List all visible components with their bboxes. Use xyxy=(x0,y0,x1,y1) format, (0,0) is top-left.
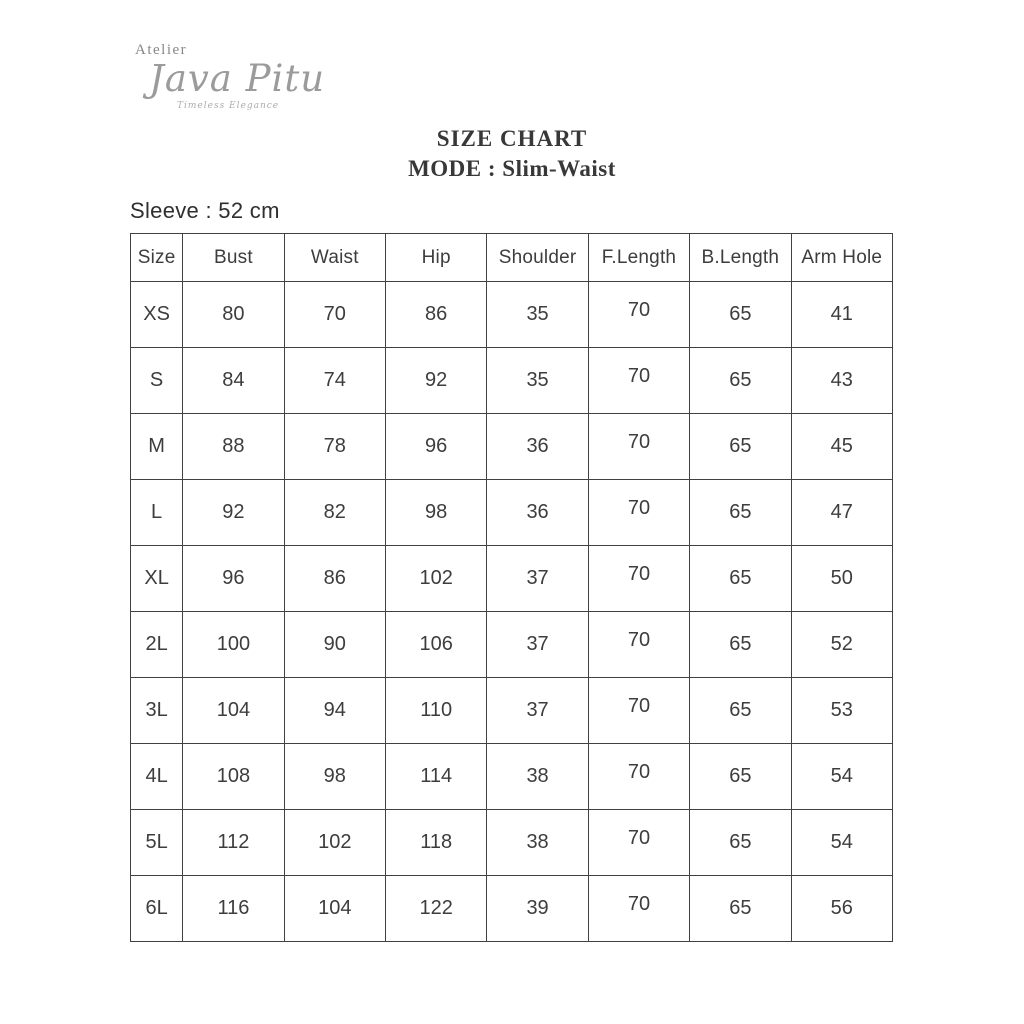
measurement-cell: 36 xyxy=(487,480,588,546)
measurement-cell: 70 xyxy=(588,678,689,744)
measurement-cell: 104 xyxy=(284,876,385,942)
size-label-cell: M xyxy=(131,414,183,480)
measurement-cell: 114 xyxy=(385,744,486,810)
measurement-cell: 38 xyxy=(487,810,588,876)
measurement-cell: 74 xyxy=(284,348,385,414)
measurement-cell: 84 xyxy=(183,348,284,414)
measurement-cell: 53 xyxy=(791,678,892,744)
measurement-cell: 96 xyxy=(183,546,284,612)
measurement-cell: 94 xyxy=(284,678,385,744)
measurement-cell: 78 xyxy=(284,414,385,480)
measurement-cell: 70 xyxy=(588,282,689,348)
measurement-cell: 65 xyxy=(690,414,791,480)
measurement-cell: 54 xyxy=(791,744,892,810)
measurement-cell: 65 xyxy=(690,282,791,348)
measurement-cell: 98 xyxy=(385,480,486,546)
measurement-cell: 90 xyxy=(284,612,385,678)
column-header: Bust xyxy=(183,234,284,282)
measurement-cell: 35 xyxy=(487,282,588,348)
measurement-cell: 52 xyxy=(791,612,892,678)
measurement-cell: 39 xyxy=(487,876,588,942)
measurement-cell: 70 xyxy=(588,744,689,810)
measurement-cell: 100 xyxy=(183,612,284,678)
measurement-cell: 50 xyxy=(791,546,892,612)
table-row xyxy=(131,348,893,414)
measurement-cell: 65 xyxy=(690,876,791,942)
measurement-cell: 37 xyxy=(487,612,588,678)
measurement-cell: 70 xyxy=(588,414,689,480)
measurement-cell: 41 xyxy=(791,282,892,348)
measurement-cell: 118 xyxy=(385,810,486,876)
size-label-cell: XL xyxy=(131,546,183,612)
table-row xyxy=(131,612,893,678)
measurement-cell: 37 xyxy=(487,678,588,744)
measurement-cell: 102 xyxy=(284,810,385,876)
measurement-cell: 70 xyxy=(284,282,385,348)
size-label-cell: 3L xyxy=(131,678,183,744)
measurement-cell: 65 xyxy=(690,480,791,546)
measurement-cell: 47 xyxy=(791,480,892,546)
measurement-cell: 92 xyxy=(183,480,284,546)
brand-name-script: Java Pitu xyxy=(149,57,326,100)
measurement-cell: 70 xyxy=(588,612,689,678)
measurement-cell: 65 xyxy=(690,348,791,414)
measurement-cell: 65 xyxy=(690,546,791,612)
column-header: F.Length xyxy=(588,234,689,282)
measurement-cell: 65 xyxy=(690,678,791,744)
column-header: Hip xyxy=(385,234,486,282)
table-row xyxy=(131,414,893,480)
measurement-cell: 110 xyxy=(385,678,486,744)
measurement-cell: 70 xyxy=(588,810,689,876)
measurement-cell: 116 xyxy=(183,876,284,942)
column-header: Shoulder xyxy=(487,234,588,282)
table-row xyxy=(131,546,893,612)
measurement-cell: 70 xyxy=(588,480,689,546)
measurement-cell: 70 xyxy=(588,546,689,612)
table-row xyxy=(131,282,893,348)
sleeve-note: Sleeve : 52 cm xyxy=(130,198,280,223)
measurement-cell: 86 xyxy=(284,546,385,612)
measurement-cell: 86 xyxy=(385,282,486,348)
measurement-cell: 82 xyxy=(284,480,385,546)
table-row xyxy=(131,744,893,810)
size-table-body xyxy=(131,282,893,942)
measurement-cell: 70 xyxy=(588,876,689,942)
size-label-cell: 6L xyxy=(131,876,183,942)
measurement-cell: 106 xyxy=(385,612,486,678)
measurement-cell: 108 xyxy=(183,744,284,810)
size-table-head-row xyxy=(131,234,893,282)
column-header: Arm Hole xyxy=(791,234,892,282)
measurement-cell: 96 xyxy=(385,414,486,480)
measurement-cell: 102 xyxy=(385,546,486,612)
brand-tagline: Timeless Elegance xyxy=(177,101,280,111)
size-table-container xyxy=(130,233,893,942)
table-row xyxy=(131,480,893,546)
measurement-cell: 36 xyxy=(487,414,588,480)
measurement-cell: 56 xyxy=(791,876,892,942)
measurement-cell: 37 xyxy=(487,546,588,612)
table-row xyxy=(131,876,893,942)
size-label-cell: XS xyxy=(131,282,183,348)
measurement-cell: 112 xyxy=(183,810,284,876)
size-label-cell: S xyxy=(131,348,183,414)
size-label-cell: L xyxy=(131,480,183,546)
page-subtitle: MODE : Slim-Waist xyxy=(408,156,616,181)
measurement-cell: 80 xyxy=(183,282,284,348)
size-table xyxy=(130,233,893,942)
title-block xyxy=(0,126,1024,182)
measurement-cell: 92 xyxy=(385,348,486,414)
measurement-cell: 38 xyxy=(487,744,588,810)
size-label-cell: 4L xyxy=(131,744,183,810)
measurement-cell: 43 xyxy=(791,348,892,414)
measurement-cell: 104 xyxy=(183,678,284,744)
brand-name-atelier: Atelier xyxy=(135,42,188,58)
measurement-cell: 88 xyxy=(183,414,284,480)
measurement-cell: 45 xyxy=(791,414,892,480)
measurement-cell: 122 xyxy=(385,876,486,942)
measurement-cell: 54 xyxy=(791,810,892,876)
measurement-cell: 65 xyxy=(690,744,791,810)
page-title: SIZE CHART xyxy=(436,126,588,151)
measurement-cell: 35 xyxy=(487,348,588,414)
measurement-cell: 70 xyxy=(588,348,689,414)
column-header: Size xyxy=(131,234,183,282)
table-row xyxy=(131,810,893,876)
size-label-cell: 5L xyxy=(131,810,183,876)
size-label-cell: 2L xyxy=(131,612,183,678)
measurement-cell: 65 xyxy=(690,612,791,678)
measurement-cell: 98 xyxy=(284,744,385,810)
column-header: Waist xyxy=(284,234,385,282)
column-header: B.Length xyxy=(690,234,791,282)
brand-logo xyxy=(135,42,325,111)
table-row xyxy=(131,678,893,744)
measurement-cell: 65 xyxy=(690,810,791,876)
